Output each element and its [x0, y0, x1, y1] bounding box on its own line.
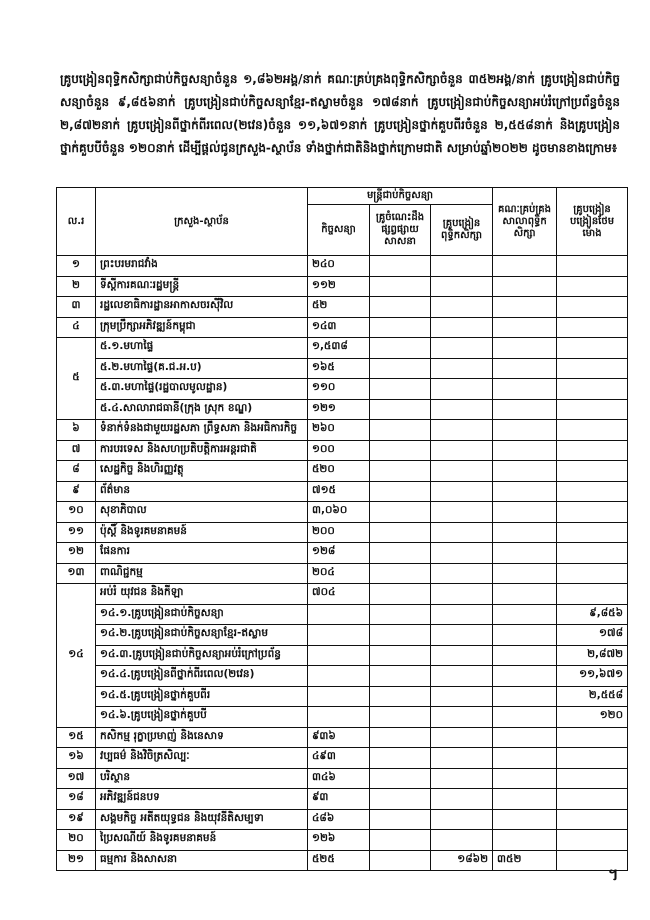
ministry-name: រដ្ឋលេខាធិការដ្ឋានអាកាសចរស៊ីវិល — [96, 297, 308, 318]
buddhist-teacher-count: ១៨៦២ — [431, 850, 493, 871]
management-count — [493, 461, 557, 482]
buddhist-teacher-count — [431, 604, 493, 625]
extra-teacher-count — [557, 256, 628, 277]
extra-teacher-count — [557, 543, 628, 564]
extra-teacher-count — [557, 584, 628, 605]
religious-teacher-count — [370, 358, 431, 379]
header-religious-teacher: គ្រូចំណេះដឹងផ្សព្វផ្សាយសាសនា — [370, 205, 431, 256]
buddhist-teacher-count — [431, 276, 493, 297]
management-count — [493, 256, 557, 277]
table-row — [57, 256, 628, 277]
religious-teacher-count — [370, 338, 431, 359]
buddhist-teacher-count — [431, 481, 493, 502]
contract-count: ៤៨៦ — [308, 809, 370, 830]
religious-teacher-count — [370, 461, 431, 482]
contract-count: ៥២០ — [308, 461, 370, 482]
table-row — [57, 543, 628, 564]
table-row — [57, 604, 628, 625]
contract-count: ២៤០ — [308, 256, 370, 277]
buddhist-teacher-count — [431, 317, 493, 338]
table-row — [57, 399, 628, 420]
ministry-name: ផែនការ — [96, 543, 308, 564]
extra-teacher-count: ៩,៨៥៦ — [557, 604, 628, 625]
ministry-name: ប៉ុស្តិ៍ និងទូរគមនាគមន៍ — [96, 522, 308, 543]
religious-teacher-count — [370, 399, 431, 420]
religious-teacher-count — [370, 481, 431, 502]
table-row — [57, 317, 628, 338]
table-row — [57, 522, 628, 543]
row-number: ១១ — [57, 522, 96, 543]
religious-teacher-count — [370, 256, 431, 277]
table-row — [57, 440, 628, 461]
table-row — [57, 809, 628, 830]
row-number: ៥ — [57, 338, 96, 420]
management-count — [493, 748, 557, 769]
row-number: ២១ — [57, 850, 96, 871]
ministry-name: ធម្មការ និងសាសនា — [96, 850, 308, 871]
contract-count: ៥២៥ — [308, 850, 370, 871]
contract-count: ៤៩៣ — [308, 748, 370, 769]
management-count — [493, 830, 557, 851]
table-row — [57, 584, 628, 605]
extra-teacher-count — [557, 317, 628, 338]
table-row — [57, 563, 628, 584]
contract-count — [308, 666, 370, 687]
buddhist-teacher-count — [431, 666, 493, 687]
extra-teacher-count — [557, 789, 628, 810]
table-row — [57, 461, 628, 482]
buddhist-teacher-count — [431, 399, 493, 420]
contract-count: ៩៣ — [308, 789, 370, 810]
management-count — [493, 789, 557, 810]
allocation-table — [56, 187, 628, 871]
row-number: ៨ — [57, 461, 96, 482]
extra-teacher-count — [557, 809, 628, 830]
religious-teacher-count — [370, 768, 431, 789]
row-number: ១៧ — [57, 768, 96, 789]
ministry-name: ១៤.២.គ្រូបង្រៀនជាប់កិច្ចសន្យាខ្មែរ-ឥស្លាម — [96, 625, 308, 646]
religious-teacher-count — [370, 604, 431, 625]
header-management: គណៈគ្រប់គ្រងសាលាពុទ្ធិកសិក្សា — [493, 188, 557, 256]
extra-teacher-count: ១២០ — [557, 707, 628, 728]
contract-count — [308, 645, 370, 666]
row-number: ១៨ — [57, 789, 96, 810]
row-number: ៦ — [57, 420, 96, 441]
extra-teacher-count — [557, 461, 628, 482]
buddhist-teacher-count — [431, 584, 493, 605]
table-row — [57, 379, 628, 400]
ministry-name: ៥.៤.សាលារាជធានី(ក្រុង ស្រុក ខណ្ឌ) — [96, 399, 308, 420]
extra-teacher-count — [557, 338, 628, 359]
table-row — [57, 297, 628, 318]
header-contract-officials: មន្ត្រីជាប់កិច្ចសន្យា — [308, 188, 493, 205]
management-count — [493, 809, 557, 830]
buddhist-teacher-count — [431, 256, 493, 277]
buddhist-teacher-count — [431, 809, 493, 830]
religious-teacher-count — [370, 707, 431, 728]
management-count — [493, 563, 557, 584]
row-number: ១០ — [57, 502, 96, 523]
religious-teacher-count — [370, 789, 431, 810]
buddhist-teacher-count — [431, 625, 493, 646]
management-count — [493, 625, 557, 646]
contract-count: ៧០៤ — [308, 584, 370, 605]
ministry-name: ទីស្តីការគណៈរដ្ឋមន្ត្រី — [96, 276, 308, 297]
contract-count: ១៦៥ — [308, 358, 370, 379]
religious-teacher-count — [370, 850, 431, 871]
management-count — [493, 768, 557, 789]
ministry-name: កសិកម្ម រុក្ខាប្រមាញ់ និងនេសាទ — [96, 727, 308, 748]
contract-count — [308, 625, 370, 646]
table-row — [57, 748, 628, 769]
ministry-name: បរិស្ថាន — [96, 768, 308, 789]
contract-count: ៥២ — [308, 297, 370, 318]
religious-teacher-count — [370, 563, 431, 584]
contract-count: ២៦០ — [308, 420, 370, 441]
header-extra-teachers: គ្រូបង្រៀនបង្រៀនថែមម៉ោង — [557, 188, 628, 256]
contract-count: ២០៤ — [308, 563, 370, 584]
extra-teacher-count — [557, 768, 628, 789]
buddhist-teacher-count — [431, 420, 493, 441]
table-row — [57, 789, 628, 810]
ministry-name: ១៤.១.គ្រូបង្រៀនជាប់កិច្ចសន្យា — [96, 604, 308, 625]
extra-teacher-count — [557, 399, 628, 420]
extra-teacher-count — [557, 522, 628, 543]
management-count — [493, 420, 557, 441]
management-count — [493, 707, 557, 728]
management-count — [493, 317, 557, 338]
contract-count: ១,៥៣៨ — [308, 338, 370, 359]
table-row — [57, 830, 628, 851]
extra-teacher-count — [557, 481, 628, 502]
page-mark: ។ — [608, 865, 619, 884]
management-count — [493, 543, 557, 564]
ministry-name: អប់រំ យុវជន និងកីឡា — [96, 584, 308, 605]
table-row — [57, 358, 628, 379]
table-row — [57, 727, 628, 748]
ministry-name: សង្គមកិច្ច អតីតយុទ្ធជន និងយុវនីតិសម្បទា — [96, 809, 308, 830]
management-count — [493, 604, 557, 625]
extra-teacher-count — [557, 502, 628, 523]
management-count — [493, 666, 557, 687]
religious-teacher-count — [370, 543, 431, 564]
management-count — [493, 297, 557, 318]
management-count — [493, 502, 557, 523]
religious-teacher-count — [370, 522, 431, 543]
extra-teacher-count — [557, 276, 628, 297]
ministry-name: ព្រះបរមរាជវាំង — [96, 256, 308, 277]
management-count — [493, 440, 557, 461]
contract-count: ១១០ — [308, 379, 370, 400]
buddhist-teacher-count — [431, 543, 493, 564]
religious-teacher-count — [370, 379, 431, 400]
religious-teacher-count — [370, 584, 431, 605]
row-number: ១៥ — [57, 727, 96, 748]
table-row — [57, 645, 628, 666]
ministry-name: ៥.១.មហាផ្ទៃ — [96, 338, 308, 359]
extra-teacher-count — [557, 379, 628, 400]
buddhist-teacher-count — [431, 707, 493, 728]
buddhist-teacher-count — [431, 686, 493, 707]
table-row — [57, 686, 628, 707]
contract-count: ២០០ — [308, 522, 370, 543]
row-number: ៣ — [57, 297, 96, 318]
header-ministry: ក្រសួង-ស្ថាប័ន — [96, 188, 308, 256]
table-row — [57, 625, 628, 646]
row-number: ១២ — [57, 543, 96, 564]
extra-teacher-count: ១៧៨ — [557, 625, 628, 646]
table-body — [57, 256, 628, 871]
contract-count: ១០០ — [308, 440, 370, 461]
extra-teacher-count — [557, 440, 628, 461]
buddhist-teacher-count — [431, 789, 493, 810]
header-buddhist-teacher: គ្រូបង្រៀនពុទ្ធិកសិក្សា — [431, 205, 493, 256]
buddhist-teacher-count — [431, 379, 493, 400]
religious-teacher-count — [370, 297, 431, 318]
religious-teacher-count — [370, 502, 431, 523]
ministry-name: ក្រុមប្រឹក្សាអភិវឌ្ឍន៍កម្ពុជា — [96, 317, 308, 338]
management-count — [493, 645, 557, 666]
contract-count — [308, 707, 370, 728]
ministry-name: ៥.២.មហាផ្ទៃ(គ.ជ.អ.ប) — [96, 358, 308, 379]
row-number: ២ — [57, 276, 96, 297]
contract-count: ១៤៣ — [308, 317, 370, 338]
management-count — [493, 522, 557, 543]
contract-count: ៧១៥ — [308, 481, 370, 502]
religious-teacher-count — [370, 686, 431, 707]
ministry-name: ១៤.៤.គ្រូបង្រៀនពីថ្នាក់ពីរពេល(២វេន) — [96, 666, 308, 687]
religious-teacher-count — [370, 317, 431, 338]
management-count: ៣៥២ — [493, 850, 557, 871]
row-number: ២០ — [57, 830, 96, 851]
management-count — [493, 358, 557, 379]
ministry-name: សុខាភិបាល — [96, 502, 308, 523]
buddhist-teacher-count — [431, 338, 493, 359]
religious-teacher-count — [370, 748, 431, 769]
ministry-name: ការបរទេស និងសហប្រតិបត្តិការអន្តរជាតិ — [96, 440, 308, 461]
header-contract: កិច្ចសន្យា — [308, 205, 370, 256]
row-number: ៤ — [57, 317, 96, 338]
extra-teacher-count — [557, 727, 628, 748]
ministry-name: ពាណិជ្ជកម្ម — [96, 563, 308, 584]
buddhist-teacher-count — [431, 748, 493, 769]
management-count — [493, 481, 557, 502]
ministry-name: វប្បធម៌ និងវិចិត្រសិល្បៈ — [96, 748, 308, 769]
management-count — [493, 727, 557, 748]
religious-teacher-count — [370, 420, 431, 441]
extra-teacher-count: ២,៨៧២ — [557, 645, 628, 666]
table-row — [57, 850, 628, 871]
extra-teacher-count — [557, 830, 628, 851]
extra-teacher-count — [557, 358, 628, 379]
row-number: ៩ — [57, 481, 96, 502]
ministry-name: អភិវឌ្ឍន៍ជនបទ — [96, 789, 308, 810]
religious-teacher-count — [370, 666, 431, 687]
religious-teacher-count — [370, 625, 431, 646]
management-count — [493, 686, 557, 707]
buddhist-teacher-count — [431, 768, 493, 789]
ministry-name: ទំនាក់ទំនងជាមួយរដ្ឋសភា ព្រឹទ្ធសភា និងអធិការកិច្ច — [96, 420, 308, 441]
buddhist-teacher-count — [431, 522, 493, 543]
table-row — [57, 666, 628, 687]
religious-teacher-count — [370, 830, 431, 851]
row-number: ១៩ — [57, 809, 96, 830]
table-row — [57, 481, 628, 502]
contract-count: ១២៦ — [308, 830, 370, 851]
extra-teacher-count — [557, 748, 628, 769]
buddhist-teacher-count — [431, 727, 493, 748]
row-number: ១៤ — [57, 584, 96, 728]
table-row — [57, 502, 628, 523]
religious-teacher-count — [370, 645, 431, 666]
buddhist-teacher-count — [431, 461, 493, 482]
religious-teacher-count — [370, 809, 431, 830]
table-row — [57, 276, 628, 297]
management-count — [493, 338, 557, 359]
ministry-name: ១៤.៣.គ្រូបង្រៀនជាប់កិច្ចសន្យាអប់រំក្រៅប្រព័ន្ធ — [96, 645, 308, 666]
buddhist-teacher-count — [431, 297, 493, 318]
management-count — [493, 276, 557, 297]
contract-count: ១២១ — [308, 399, 370, 420]
table-row — [57, 707, 628, 728]
ministry-name: ៥.៣.មហាផ្ទៃ(រដ្ឋបាលមូលដ្ឋាន) — [96, 379, 308, 400]
contract-count: ៣,០៦០ — [308, 502, 370, 523]
extra-teacher-count: ១១,៦៧១ — [557, 666, 628, 687]
buddhist-teacher-count — [431, 645, 493, 666]
management-count — [493, 584, 557, 605]
ministry-name: ប្រៃសណីយ៍ និងទូរគមនាគមន៍ — [96, 830, 308, 851]
contract-count: ១២៨ — [308, 543, 370, 564]
contract-count — [308, 604, 370, 625]
buddhist-teacher-count — [431, 358, 493, 379]
table-row — [57, 420, 628, 441]
religious-teacher-count — [370, 727, 431, 748]
buddhist-teacher-count — [431, 563, 493, 584]
ministry-name: ១៤.៦.គ្រូបង្រៀនថ្នាក់គួបបី — [96, 707, 308, 728]
table-row — [57, 768, 628, 789]
row-number: ១៣ — [57, 563, 96, 584]
contract-count: ៩៣៦ — [308, 727, 370, 748]
row-number: ៧ — [57, 440, 96, 461]
ministry-name: ១៤.៥.គ្រូបង្រៀនថ្នាក់គួបពីរ — [96, 686, 308, 707]
ministry-name: សេដ្ឋកិច្ច និងហិរញ្ញវត្ថុ — [96, 461, 308, 482]
extra-teacher-count — [557, 420, 628, 441]
management-count — [493, 399, 557, 420]
management-count — [493, 379, 557, 400]
extra-teacher-count — [557, 297, 628, 318]
religious-teacher-count — [370, 276, 431, 297]
extra-teacher-count: ២,៥៥៨ — [557, 686, 628, 707]
header-no: ល.រ — [57, 188, 96, 256]
buddhist-teacher-count — [431, 440, 493, 461]
buddhist-teacher-count — [431, 830, 493, 851]
buddhist-teacher-count — [431, 502, 493, 523]
row-number: ១៦ — [57, 748, 96, 769]
table-row — [57, 338, 628, 359]
extra-teacher-count — [557, 563, 628, 584]
contract-count — [308, 686, 370, 707]
contract-count: ៣៤៦ — [308, 768, 370, 789]
ministry-name: ព័ត៌មាន — [96, 481, 308, 502]
religious-teacher-count — [370, 440, 431, 461]
contract-count: ១១២ — [308, 276, 370, 297]
intro-paragraph: គ្រូបង្រៀនពុទ្ធិកសិក្សាជាប់កិច្ចសន្យាចំនួន ១,៨៦២អង្គ/នាក់ គណៈគ្រប់គ្រងពុទ្ធិកសិក្សាចំនួន ៣៥២អង្គ/នាក់ គ្រូបង្រៀនជាប់កិច្ចសន្យាចំនួន ៩,៨៥៦នាក់ គ្រូបង្រៀនជាប់កិច្ចសន្យាខ្មែរ-ឥស្លាមចំនួន ១៧៨នាក់ គ្រូបង្រៀនជាប់កិច្ចសន្យាអប់រំក្រៅប្រព័ន្ធចំនួន ២,៨៧២នាក់ គ្រូបង្រៀនពីថ្នាក់ពីរពេល(២វេន)ចំនួន ១១,៦៧១នាក់ គ្រូបង្រៀនថ្នាក់គួបពីរចំនួន ២,៥៥៨នាក់ និងគ្រូបង្រៀនថ្នាក់គួបបីចំនួន ១២០នាក់ ដើម្បីផ្តល់ជូនក្រសួង-ស្ថាប័ន ទាំងថ្នាក់ជាតិនិងថ្នាក់ក្រោមជាតិ សម្រាប់ឆ្នាំ២០២២ ដូចមានខាងក្រោម៖ — [60, 72, 620, 155]
row-number: ១ — [57, 256, 96, 277]
